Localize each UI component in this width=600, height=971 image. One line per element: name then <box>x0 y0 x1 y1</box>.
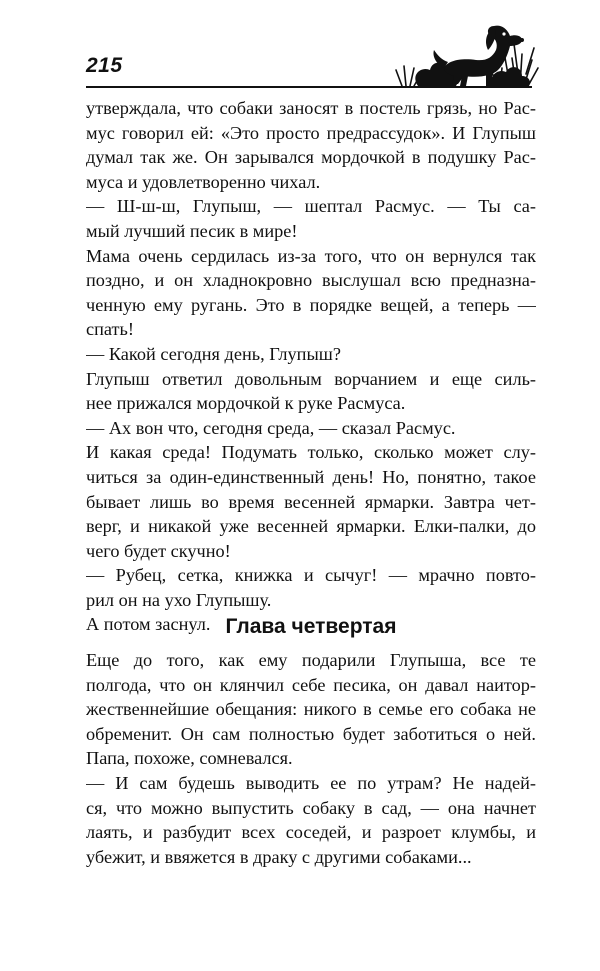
text-line: Глупыш ответил довольным ворчанием и еще силь- <box>86 368 536 389</box>
text-line: И какая среда! Подумать только, сколько может слу- <box>86 442 536 463</box>
text-line: утверждала, что собаки заносят в постель грязь, но Рас- <box>86 98 536 118</box>
text-line: убежит, и ввяжется в драку с другими собаками... <box>86 846 472 867</box>
text-line: бывает лишь во время весенней ярмарки. Завтра чет- <box>86 491 536 512</box>
text-line: А потом заснул. <box>86 614 211 635</box>
text-line: поздно, и он хладнокровно выслушал всю предназна- <box>86 270 536 291</box>
header-rule <box>86 86 532 88</box>
text-line: чего будет скучно! <box>86 540 231 561</box>
text-line: Еще до того, как ему подарили Глупыша, все те <box>86 650 536 670</box>
text-line: рил он на ухо Глупышу. <box>86 589 272 610</box>
text-line: — Ш-ш-ш, Глупыш, — шептал Расмус. — Ты са- <box>86 196 536 217</box>
text-line: муса и удовлетворенно чихал. <box>86 171 321 192</box>
page-number: 215 <box>86 54 123 77</box>
text-line: мый лучший песик в мире! <box>86 220 298 241</box>
text-line: ся, что можно выпустить собаку в сад, — она начнет <box>86 797 536 818</box>
text-line: — Рубец, сетка, книжка и сычуг! — мрачно повто- <box>86 565 536 586</box>
text-line: Мама очень сердилась из-за того, что он вернулся так <box>86 245 536 266</box>
text-line: — Ах вон что, сегодня среда, — сказал Расмус. <box>86 417 456 438</box>
text-line: ченную ему ругань. Это в порядке вещей, а теперь — <box>86 294 536 315</box>
text-line: Папа, похоже, сомневался. <box>86 748 293 769</box>
text-line: думал так же. Он зарывался мордочкой в подушку Рас- <box>86 147 536 168</box>
dachshund-dog-icon <box>392 14 542 90</box>
text-line: мус говорил ей: «Это просто предрассудок». И Глупыш <box>86 122 536 143</box>
text-line: верг, и никакой уже весенней ярмарки. Елки-палки, до <box>86 516 536 537</box>
text-line: — И сам будешь выводить ее по утрам? Не надей- <box>86 772 536 793</box>
text-line: лаять, и разбудит всех соседей, и разроет клумбы, и <box>86 822 536 843</box>
text-line: обременит. Он сам полностью будет заботиться о ней. <box>86 723 536 744</box>
text-line: спать! <box>86 319 134 340</box>
text-section-2 <box>86 648 536 869</box>
text-line: нее прижался мордочкой к руке Расмуса. <box>86 393 406 414</box>
text-line: — Какой сегодня день, Глупыш? <box>86 343 341 364</box>
text-line: жественнейшие обещания: никого в семье его собака не <box>86 699 536 720</box>
text-line: полгода, что он клянчил себе песика, он давал наитор- <box>86 674 536 695</box>
text-line: читься за один-единственный день! Но, понятно, такое <box>86 466 536 487</box>
chapter-title: Глава четвертая <box>225 615 397 638</box>
text-section-1 <box>86 96 536 637</box>
